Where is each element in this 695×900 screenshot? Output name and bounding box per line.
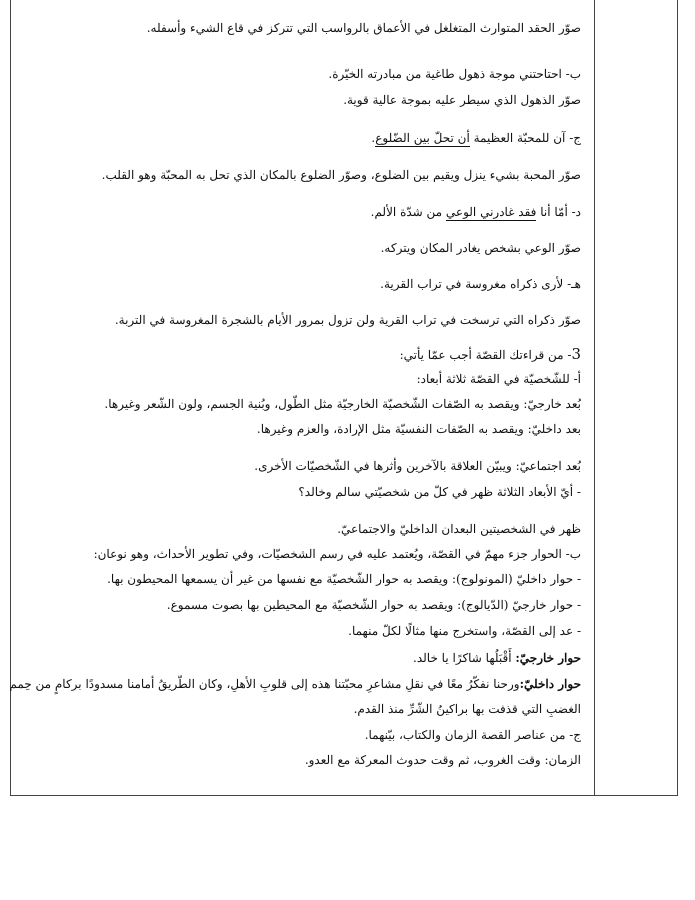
- question-text: - من قراءتك القصّة أجب عمّا يأتي:: [399, 348, 572, 362]
- line-suffix: .: [371, 131, 376, 145]
- dialogue-text: أَقْبَلُها شاكرًا يا خالد.: [413, 651, 516, 665]
- text-line: هـ- لأرى ذكراه مغروسة في تراب القرية.: [380, 277, 581, 291]
- text-line: - حوار داخليّ (المونولوج): ويقصد به حوار الشّخصيّة مع نفسها من غير أن يسمعها المحيطون بها.: [107, 572, 581, 586]
- dialogue-label: حوار خارجيّ:: [515, 651, 581, 665]
- dialogue-example: [17, 650, 581, 666]
- text-line: ب- الحوار جزء مهمّ في القصّة، ويُعتمد عليه في رسم الشخصيّات، وفي تطوير الأحداث، وهو نوعان:: [93, 547, 581, 561]
- text-line-underlined: [17, 130, 581, 146]
- text-line-underlined: [17, 204, 581, 220]
- text-line: أ- للشّخصيّة في القصّة ثلاثة أبعاد:: [416, 372, 581, 386]
- question-heading: [17, 346, 581, 363]
- text-line: صوّر الوعي بشخص يغادر المكان ويتركه.: [380, 241, 581, 255]
- text-line: ظهر في الشخصيتين البعدان الداخليّ والاجتماعيّ.: [337, 522, 581, 536]
- table-frame: [10, 0, 678, 796]
- underlined-phrase: فقد غادرني الوعي: [445, 205, 537, 219]
- line-prefix: د- أمّا أنا: [536, 205, 581, 219]
- text-line: صوّر الحقد المتوارث المتغلغل في الأعماق بالرواسب التي تتركز في قاع الشيء وأسفله.: [146, 21, 581, 35]
- text-line: - عد إلى القصّة، واستخرج منها مثالًا لكلّ منهما.: [348, 624, 581, 638]
- text-line: - حوار خارجيّ (الدّيالوج): ويقصد به حوار الشّخصيّة مع المحيطين بها بصوت مسموع.: [166, 598, 581, 612]
- dialogue-text: ورحنا نفكّرُ معًا في نقلِ مشاعرِ محبّتنا هذه إلى قلوبِ الأهلِ، وكان الطّريقُ أمامنا مسدودًا بركامٍ من حِمم: [9, 677, 520, 691]
- text-line: ب- احتاحتني موجة ذهول طاغية من مبادرته الخيّرة.: [328, 67, 581, 81]
- dialogue-label: حوار داخليّ:: [519, 677, 581, 691]
- text-line: الغضبِ التي قذفت بها براكينُ الشّرِّ منذ القدم.: [353, 702, 581, 716]
- text-line: بُعد خارجيّ: ويقصد به الصّفات الشّخصيّة الخارجيّة مثل الطّول، وبُنية الجسم، ولون الشّعر وغيرها.: [104, 397, 581, 411]
- dialogue-example: [9, 676, 581, 692]
- question-number: 3: [571, 345, 581, 363]
- text-line: صوّر المحبة بشيء ينزل ويقيم بين الضلوع، وصوّر الضلوع بالمكان الذي تحل به المحبّة وهو القلب.: [101, 168, 581, 182]
- answer-cell: [9, 14, 589, 794]
- text-line: ج- من عناصر القصة الزمان والكتاب، بيّنهما.: [364, 728, 581, 742]
- column-divider: [594, 0, 595, 795]
- text-line: بعد داخليّ: ويقصد به الصّفات النفسيّة مثل الإرادة، والعزم وغيرها.: [256, 422, 581, 436]
- text-line: - أيّ الأبعاد الثلاثة ظهر في كلّ من شخصيّتي سالم وخالد؟: [298, 485, 581, 499]
- underlined-phrase: أن تحلّ بين الضّلوع: [375, 131, 470, 145]
- text-line: صوّر الذهول الذي سيطر عليه بموجة عالية قوية.: [343, 93, 581, 107]
- line-suffix: من شدّة الألم.: [370, 205, 446, 219]
- text-line: بُعد اجتماعيّ: ويبيّن العلاقة بالآخرين وأثرها في الشّخصيّات الأخرى.: [254, 459, 581, 473]
- text-line: صوّر ذكراه التي ترسخت في تراب القرية ولن تزول بمرور الأيام بالشجرة المغروسة في التربة.: [114, 313, 581, 327]
- line-prefix: ج- آن للمحبّة العظيمة: [469, 131, 581, 145]
- text-line: الزمان: وقت الغروب، ثم وقت حدوث المعركة مع العدو.: [304, 753, 581, 767]
